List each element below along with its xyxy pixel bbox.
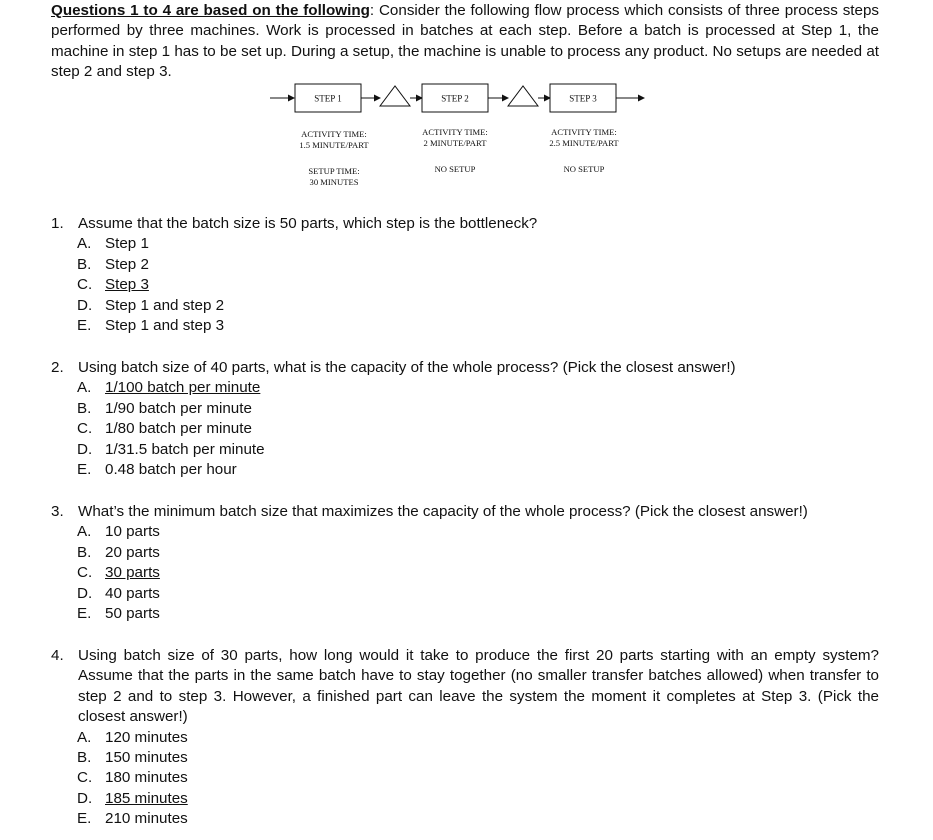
option-text-marked: 1/100 batch per minute [105,379,261,397]
question-text: Assume that the batch size is 50 parts, which step is the bottleneck? [78,215,538,232]
intro-text: : Consider the following flow process which consists of three process steps performed by three machines. Work is processed in batches at each step. Before a batch is processed at Step 1, the machine in step 1 has to be set up. During a setup, the machine is unable to process any product. No setups are needed at step 2 and step 3. [51,2,880,81]
answer-option [51,275,879,295]
answer-option [51,440,879,460]
option-text: 150 minutes [105,749,188,767]
option-text: 120 minutes [105,728,188,746]
question-number: 1. [51,215,64,232]
step-2-activity-title: ACTIVITY TIME: [422,127,488,137]
option-letter: A. [77,235,92,253]
buffer-triangle-2 [508,86,538,106]
option-letter: C. [77,769,93,787]
step-3-activity-title: ACTIVITY TIME: [551,127,617,137]
option-text: Step 1 and step 3 [105,316,225,334]
question-text: Using batch size of 30 parts, how long would it take to produce the first 20 parts starting with an empty system? Assume that the parts in the same batch have to stay together (no smaller transfer batches allowed) when transfer to step 2 and to step 3. However, a finished part can leave the system the moment it completes at Step 3. (Pick the closest answer!) [78,647,879,726]
question-stem [51,358,879,378]
option-text-marked: Step 3 [105,276,149,294]
step-3-setup-title: NO SETUP [563,164,605,174]
option-letter: C. [77,276,93,294]
answer-option [51,789,879,809]
step-3-label: STEP 3 [569,93,597,104]
answer-option [51,316,879,336]
step-1-activity-title: ACTIVITY TIME: [301,129,367,139]
option-letter: A. [77,728,92,746]
answer-option [51,399,879,419]
answer-option [51,809,879,829]
option-letter: D. [77,296,93,314]
question-1 [51,214,879,336]
step-2-label: STEP 2 [441,93,469,104]
option-letter: C. [77,420,93,438]
option-text: Step 1 and step 2 [105,296,225,314]
option-letter: B. [77,749,92,767]
step-1-label: STEP 1 [314,93,342,104]
option-text: Step 2 [105,255,149,273]
question-stem [51,214,879,234]
option-text: 10 parts [105,523,160,541]
question-3 [51,502,879,624]
step-1-setup-title: SETUP TIME: [308,166,360,176]
answer-option [51,296,879,316]
option-letter: A. [77,379,92,397]
question-stem [51,646,879,728]
answer-option [51,419,879,439]
step-2-setup-title: NO SETUP [434,164,476,174]
option-text: 40 parts [105,584,160,602]
option-letter: E. [77,810,92,828]
option-letter: B. [77,255,92,273]
answer-option [51,378,879,398]
answer-option [51,768,879,788]
option-text: 20 parts [105,543,160,561]
option-text: 180 minutes [105,769,188,787]
option-letter: D. [77,789,93,807]
option-letter: D. [77,584,93,602]
question-number: 3. [51,503,64,520]
option-text-marked: 185 minutes [105,789,188,807]
answer-option [51,460,879,480]
option-letter: B. [77,399,92,417]
option-letter: C. [77,564,93,582]
answer-option [51,748,879,768]
option-text-marked: 30 parts [105,564,160,582]
answer-option [51,563,879,583]
option-letter: B. [77,543,92,561]
option-text: 210 minutes [105,810,188,828]
option-text: 1/80 batch per minute [105,420,252,438]
option-letter: E. [77,316,92,334]
answer-option [51,543,879,563]
option-letter: D. [77,440,93,458]
intro-lead: Questions 1 to 4 are based on the following [51,2,370,19]
option-text: 1/31.5 batch per minute [105,440,265,458]
option-text: 50 parts [105,604,160,622]
question-number: 4. [51,647,64,664]
buffer-triangle-1 [380,86,410,106]
process-flow-diagram [262,82,662,197]
question-text: Using batch size of 40 parts, what is the capacity of the whole process? (Pick the closest answer!) [78,359,736,376]
answer-option [51,584,879,604]
answer-option [51,728,879,748]
answer-option [51,255,879,275]
question-4 [51,646,879,830]
step-2-activity-value: 2 MINUTE/PART [423,138,487,148]
option-letter: E. [77,460,92,478]
step-1-activity-value: 1.5 MINUTE/PART [299,140,369,150]
question-2 [51,358,879,480]
step-1-setup-value: 30 MINUTES [309,177,359,187]
option-text: 1/90 batch per minute [105,399,252,417]
question-number: 2. [51,359,64,376]
answer-option [51,604,879,624]
option-text: Step 1 [105,235,149,253]
step-3-activity-value: 2.5 MINUTE/PART [549,138,619,148]
answer-option [51,522,879,542]
intro-paragraph [51,1,879,83]
option-text: 0.48 batch per hour [105,460,237,478]
option-letter: E. [77,604,92,622]
question-stem [51,502,879,522]
question-text: What’s the minimum batch size that maximizes the capacity of the whole process? (Pick the closest answer!) [78,503,808,520]
answer-option [51,234,879,254]
option-letter: A. [77,523,92,541]
